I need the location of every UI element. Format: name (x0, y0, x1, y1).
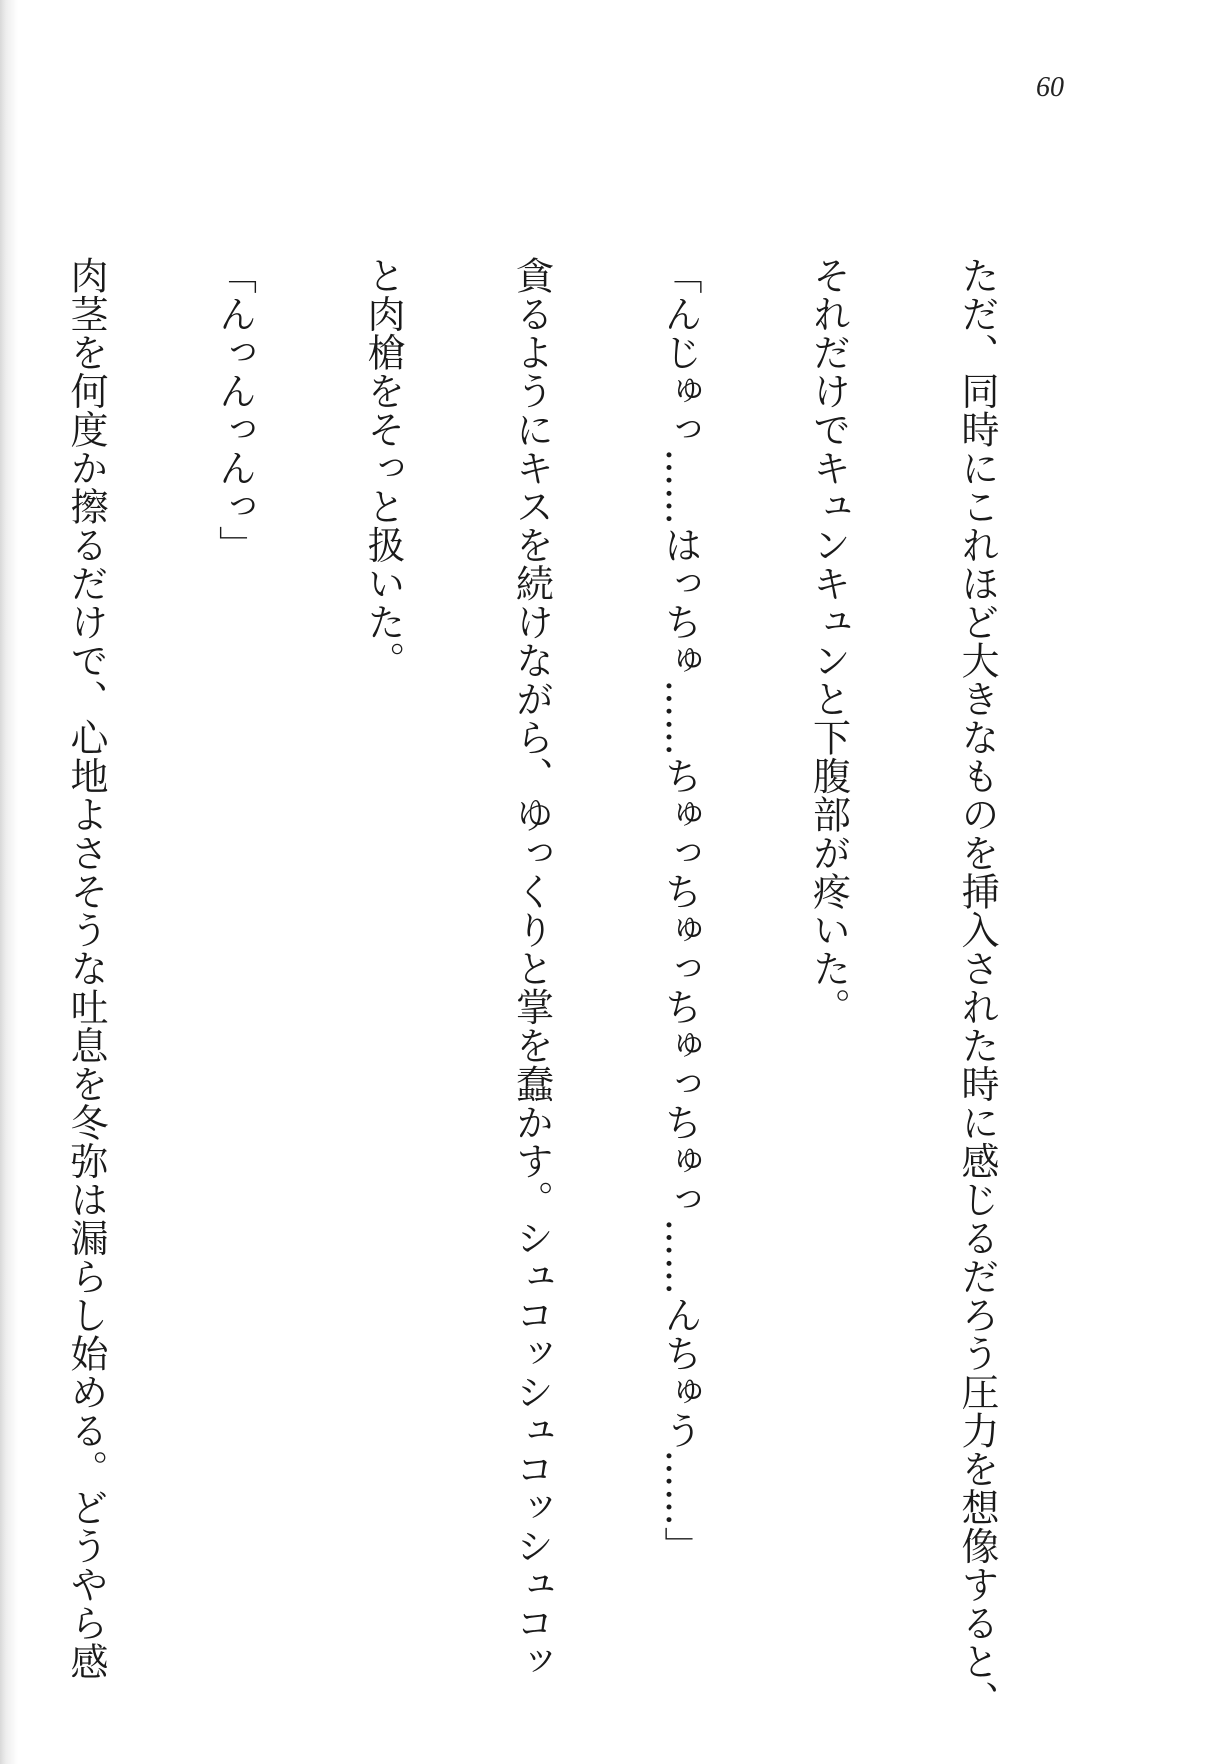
page-number: 60 (1036, 72, 1064, 103)
text-line: と肉槍をそっと扱いた。 (361, 256, 405, 680)
text-line: 肉茎を何度か擦るだけで、心地よさそうな吐息を冬弥は漏らし始める。どうやら感 (64, 256, 108, 1681)
text-line: ただ、同時にこれほど大きなものを挿入された時に感じるだろう圧力を想像すると、 (955, 256, 999, 1719)
text-line: 「んじゅっ……はっちゅ……ちゅっちゅっちゅっちゅっ……んちゅう……」 (658, 256, 702, 1565)
text-line: 貪るようにキスを続けながら、ゆっくりと掌を蠢かす。シュコッシュコッシュコッ (509, 256, 554, 1681)
text-line: それだけでキュンキュンと下腹部が疼いた。 (806, 256, 851, 1026)
text-line: 「んっんっんっ」 (212, 256, 257, 564)
vertical-body-text (64, 256, 1100, 1719)
